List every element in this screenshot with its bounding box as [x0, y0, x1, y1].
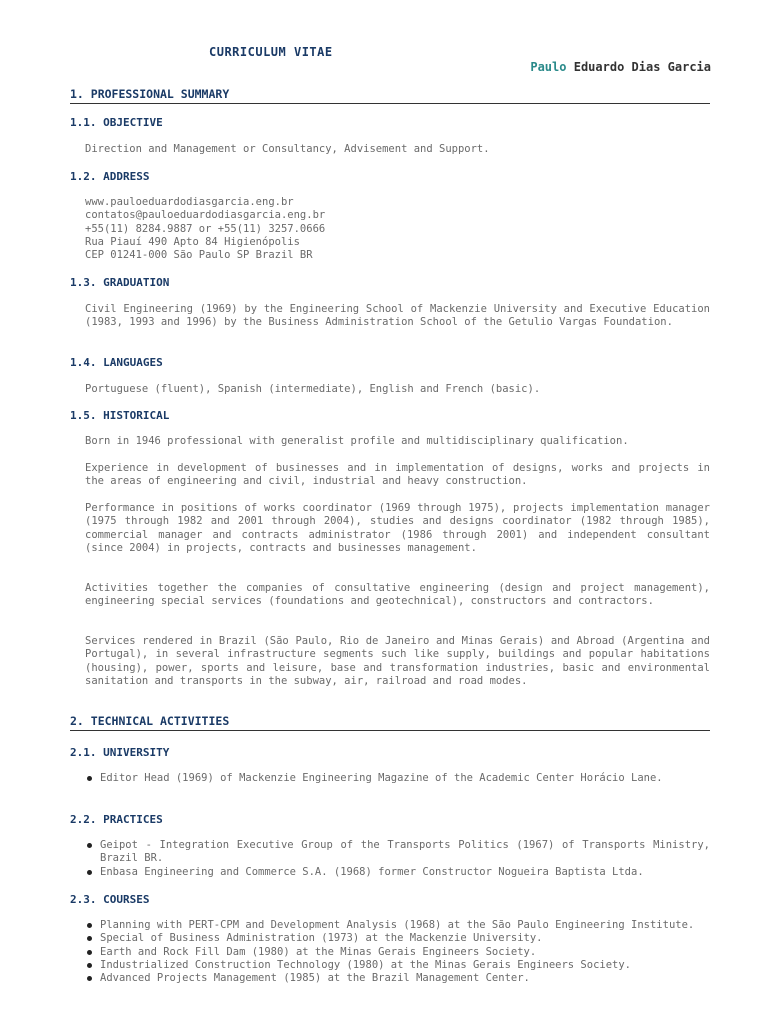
bullet-icon — [87, 936, 92, 941]
address-street: Rua Piauí 490 Apto 84 Higienópolis — [85, 235, 300, 248]
author-first-name: Paulo — [530, 60, 567, 74]
list-item: Enbasa Engineering and Commerce S.A. (1968) former Constructor Nogueira Baptista Ltda. — [85, 866, 710, 879]
bullet-icon — [87, 776, 92, 781]
list-item: Geipot - Integration Executive Group of the Transports Politics (1967) of Transports Ministry, Brazil BR. — [85, 839, 710, 866]
graduation-text: Civil Engineering (1969) by the Engineering School of Mackenzie University and Executive Education (1983, 1993 and 1996) by the Business Administration School of the Getulio Vargas Foundation. — [85, 303, 710, 329]
section-heading-technical-activities: 2. TECHNICAL ACTIVITIES — [70, 714, 710, 731]
practices-list — [85, 839, 710, 879]
historical-paragraph: Services rendered in Brazil (São Paulo, Rio de Janeiro and Minas Gerais) and Abroad (Argentina and Portugal), in several infrastructure segments such like supply, buildings and popular habitations (housing), power, sports and leisure, base and transformation industries, basic and environmental sanitation and transports in the subway, air, railroad and road modes. — [85, 635, 710, 687]
bullet-icon — [87, 923, 92, 928]
subheading-graduation: 1.3. GRADUATION — [70, 276, 170, 289]
author-last-name: Eduardo Dias Garcia — [573, 60, 711, 74]
historical-paragraph: Performance in positions of works coordinator (1969 through 1975), projects implementation manager (1975 through 1982 and 2001 through 2004), studies and designs coordinator (1982 through 1985), commercial manager and contracts administrator (1986 through 2001) and independent consultant (since 2004) in projects, contracts and businesses management. — [85, 502, 710, 554]
objective-text: Direction and Management or Consultancy, Advisement and Support. — [85, 143, 490, 155]
bullet-icon — [87, 963, 92, 968]
address-website: www.pauloeduardodiasgarcia.eng.br — [85, 196, 294, 208]
subheading-historical: 1.5. HISTORICAL — [70, 409, 170, 422]
list-item: Special of Business Administration (1973) at the Mackenzie University. — [85, 932, 710, 945]
author-name — [530, 60, 711, 74]
list-item: Planning with PERT-CPM and Development Analysis (1968) at the São Paulo Engineering Institute. — [85, 919, 710, 932]
bullet-icon — [87, 843, 92, 848]
bullet-icon — [87, 950, 92, 955]
university-list — [85, 772, 710, 785]
list-item: Editor Head (1969) of Mackenzie Engineering Magazine of the Academic Center Horácio Lane. — [85, 772, 710, 785]
subheading-address: 1.2. ADDRESS — [70, 170, 150, 183]
list-item: Advanced Projects Management (1985) at the Brazil Management Center. — [85, 972, 710, 985]
list-item: Earth and Rock Fill Dam (1980) at the Minas Gerais Engineers Society. — [85, 946, 710, 959]
document-title: CURRICULUM VITAE — [209, 45, 333, 59]
historical-paragraph: Experience in development of businesses and in implementation of designs, works and projects in the areas of engineering and civil, industrial and heavy construction. — [85, 462, 710, 488]
historical-paragraph: Born in 1946 professional with generalist profile and multidisciplinary qualification. — [85, 435, 629, 447]
address-phone: +55(11) 8284.9887 or +55(11) 3257.0666 — [85, 222, 326, 235]
address-email: contatos@pauloeduardodiasgarcia.eng.br — [85, 209, 326, 222]
list-item: Industrialized Construction Technology (1980) at the Minas Gerais Engineers Society. — [85, 959, 710, 972]
courses-list — [85, 919, 710, 985]
subheading-university: 2.1. UNIVERSITY — [70, 746, 170, 759]
languages-text: Portuguese (fluent), Spanish (intermediate), English and French (basic). — [85, 383, 541, 395]
subheading-languages: 1.4. LANGUAGES — [70, 356, 163, 369]
address-postal: CEP 01241-000 São Paulo SP Brazil BR — [85, 249, 313, 262]
historical-paragraph: Activities together the companies of consultative engineering (design and project management), engineering special services (foundations and geotechnical), constructors and contractors. — [85, 582, 710, 608]
subheading-objective: 1.1. OBJECTIVE — [70, 116, 163, 129]
section-heading-professional-summary: 1. PROFESSIONAL SUMMARY — [70, 87, 710, 104]
bullet-icon — [87, 976, 92, 981]
subheading-practices: 2.2. PRACTICES — [70, 813, 163, 826]
bullet-icon — [87, 870, 92, 875]
subheading-courses: 2.3. COURSES — [70, 893, 150, 906]
address-block — [85, 196, 325, 262]
